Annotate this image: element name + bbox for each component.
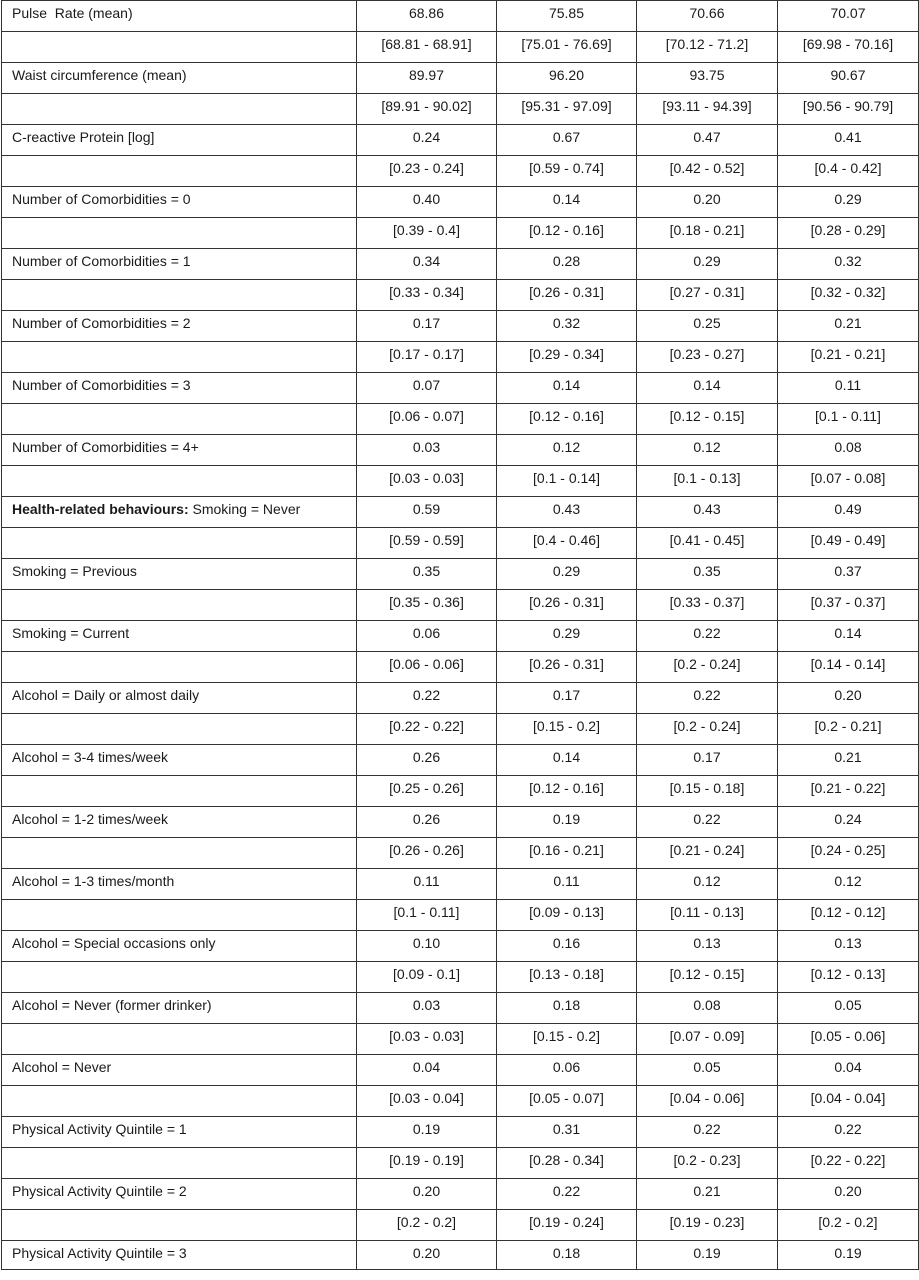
row-label-cell (2, 94, 357, 125)
row-label-cell (2, 1117, 357, 1148)
row-label-cell (2, 311, 357, 342)
value-cell-col-2: [0.15 - 0.2] (497, 1024, 637, 1055)
value-cell-col-2: 0.14 (497, 745, 637, 776)
value-cell-col-1: 89.97 (357, 63, 497, 94)
table-row (2, 869, 919, 900)
row-label-cell (2, 1024, 357, 1055)
value-cell-col-1: [0.33 - 0.34] (357, 280, 497, 311)
value-cell-col-1: 0.07 (357, 373, 497, 404)
row-label-cell (2, 342, 357, 373)
value-cell-col-4: 0.22 (778, 1117, 919, 1148)
row-label-cell (2, 683, 357, 714)
table-row (2, 187, 919, 218)
value-cell-col-2: [0.26 - 0.31] (497, 590, 637, 621)
value-cell-col-1: 0.26 (357, 745, 497, 776)
value-cell-col-2: 0.29 (497, 559, 637, 590)
table-row (2, 280, 919, 311)
value-cell-col-3: [0.27 - 0.31] (637, 280, 778, 311)
value-cell-col-4: [0.1 - 0.11] (778, 404, 919, 435)
row-label-cell (2, 218, 357, 249)
value-cell-col-1: [0.22 - 0.22] (357, 714, 497, 745)
value-cell-col-3: [0.12 - 0.15] (637, 962, 778, 993)
table-row (2, 652, 919, 683)
value-cell-col-3: 0.12 (637, 869, 778, 900)
value-cell-col-1: 0.19 (357, 1117, 497, 1148)
row-label-cell (2, 435, 357, 466)
value-cell-col-4: 0.21 (778, 311, 919, 342)
row-label-cell (2, 838, 357, 869)
table-row (2, 838, 919, 869)
value-cell-col-1: [0.17 - 0.17] (357, 342, 497, 373)
row-label-cell (2, 32, 357, 63)
row-label: Physical Activity Quintile = 1 (12, 1121, 187, 1137)
value-cell-col-3: 0.05 (637, 1055, 778, 1086)
row-label-cell (2, 869, 357, 900)
value-cell-col-4: 0.32 (778, 249, 919, 280)
value-cell-col-3: 0.13 (637, 931, 778, 962)
value-cell-col-4: 0.08 (778, 435, 919, 466)
value-cell-col-2: [0.1 - 0.14] (497, 466, 637, 497)
row-label-cell (2, 1086, 357, 1117)
value-cell-col-4: 0.04 (778, 1055, 919, 1086)
value-cell-col-2: 0.31 (497, 1117, 637, 1148)
row-label-cell (2, 249, 357, 280)
value-cell-col-4: [0.05 - 0.06] (778, 1024, 919, 1055)
value-cell-col-3: [0.41 - 0.45] (637, 528, 778, 559)
value-cell-col-2: 0.11 (497, 869, 637, 900)
value-cell-col-3: [0.2 - 0.24] (637, 652, 778, 683)
value-cell-col-2: 0.29 (497, 621, 637, 652)
value-cell-col-2: [0.4 - 0.46] (497, 528, 637, 559)
value-cell-col-3: 0.43 (637, 497, 778, 528)
table-row (2, 1, 919, 32)
row-label: Smoking = Previous (12, 563, 137, 579)
value-cell-col-2: 0.22 (497, 1179, 637, 1210)
table-row (2, 931, 919, 962)
value-cell-col-3: 0.19 (637, 1241, 778, 1270)
table-row (2, 559, 919, 590)
row-label-cell (2, 931, 357, 962)
data-table (1, 0, 919, 1270)
row-label-cell (2, 621, 357, 652)
row-label-cell (2, 652, 357, 683)
value-cell-col-4: 0.20 (778, 1179, 919, 1210)
value-cell-col-4: 0.19 (778, 1241, 919, 1270)
row-label-cell (2, 559, 357, 590)
value-cell-col-1: [0.2 - 0.2] (357, 1210, 497, 1241)
value-cell-col-1: 0.35 (357, 559, 497, 590)
value-cell-col-1: [0.59 - 0.59] (357, 528, 497, 559)
value-cell-col-3: 0.20 (637, 187, 778, 218)
row-label: Alcohol = Special occasions only (12, 935, 216, 951)
row-label: Alcohol = 1-2 times/week (12, 811, 169, 827)
value-cell-col-3: 0.22 (637, 1117, 778, 1148)
table-row (2, 466, 919, 497)
row-label-cell (2, 125, 357, 156)
row-label-cell (2, 1, 357, 32)
row-label: Physical Activity Quintile = 2 (12, 1183, 187, 1199)
value-cell-col-3: 0.12 (637, 435, 778, 466)
value-cell-col-2: [0.19 - 0.24] (497, 1210, 637, 1241)
value-cell-col-4: [0.04 - 0.04] (778, 1086, 919, 1117)
row-label: Alcohol = Daily or almost daily (12, 687, 200, 703)
value-cell-col-3: 0.47 (637, 125, 778, 156)
value-cell-col-1: [68.81 - 68.91] (357, 32, 497, 63)
value-cell-col-3: [0.21 - 0.24] (637, 838, 778, 869)
value-cell-col-1: 0.17 (357, 311, 497, 342)
value-cell-col-1: 0.10 (357, 931, 497, 962)
value-cell-col-3: 0.25 (637, 311, 778, 342)
value-cell-col-3: [0.23 - 0.27] (637, 342, 778, 373)
table-row (2, 714, 919, 745)
row-label-cell (2, 1055, 357, 1086)
value-cell-col-4: [0.2 - 0.2] (778, 1210, 919, 1241)
value-cell-col-1: [0.06 - 0.07] (357, 404, 497, 435)
value-cell-col-1: [0.09 - 0.1] (357, 962, 497, 993)
row-label-cell (2, 1210, 357, 1241)
row-label: Physical Activity Quintile = 3 (12, 1245, 187, 1261)
row-label-cell (2, 590, 357, 621)
value-cell-col-1: 0.04 (357, 1055, 497, 1086)
value-cell-col-4: [0.49 - 0.49] (778, 528, 919, 559)
row-label: Alcohol = Never (12, 1059, 112, 1075)
table-row (2, 404, 919, 435)
value-cell-col-2: 0.06 (497, 1055, 637, 1086)
row-label-cell (2, 714, 357, 745)
table-row (2, 807, 919, 838)
value-cell-col-1: 0.34 (357, 249, 497, 280)
table-row (2, 590, 919, 621)
value-cell-col-3: [0.12 - 0.15] (637, 404, 778, 435)
value-cell-col-3: [0.33 - 0.37] (637, 590, 778, 621)
value-cell-col-1: [0.25 - 0.26] (357, 776, 497, 807)
table-row (2, 373, 919, 404)
value-cell-col-3: 70.66 (637, 1, 778, 32)
value-cell-col-1: [0.03 - 0.04] (357, 1086, 497, 1117)
value-cell-col-3: 0.22 (637, 683, 778, 714)
row-label-cell (2, 776, 357, 807)
value-cell-col-2: 96.20 (497, 63, 637, 94)
value-cell-col-4: 0.24 (778, 807, 919, 838)
table-body (2, 1, 919, 1270)
value-cell-col-3: 0.35 (637, 559, 778, 590)
row-label: Smoking = Never (188, 501, 301, 517)
value-cell-col-4: 0.41 (778, 125, 919, 156)
value-cell-col-4: [0.21 - 0.21] (778, 342, 919, 373)
row-label-cell (2, 63, 357, 94)
value-cell-col-4: [69.98 - 70.16] (778, 32, 919, 63)
value-cell-col-4: [0.32 - 0.32] (778, 280, 919, 311)
value-cell-col-1: 0.03 (357, 993, 497, 1024)
table-row (2, 621, 919, 652)
table-row (2, 63, 919, 94)
table-row (2, 435, 919, 466)
row-label: Alcohol = 1-3 times/month (12, 873, 175, 889)
table-row (2, 156, 919, 187)
value-cell-col-3: 93.75 (637, 63, 778, 94)
value-cell-col-1: [0.06 - 0.06] (357, 652, 497, 683)
value-cell-col-3: [93.11 - 94.39] (637, 94, 778, 125)
value-cell-col-1: 0.26 (357, 807, 497, 838)
value-cell-col-4: 0.05 (778, 993, 919, 1024)
value-cell-col-4: 0.20 (778, 683, 919, 714)
value-cell-col-3: [0.07 - 0.09] (637, 1024, 778, 1055)
row-label: Number of Comorbidities = 3 (12, 377, 191, 393)
value-cell-col-2: 75.85 (497, 1, 637, 32)
value-cell-col-3: [0.19 - 0.23] (637, 1210, 778, 1241)
value-cell-col-4: 0.37 (778, 559, 919, 590)
table-row (2, 342, 919, 373)
value-cell-col-3: [0.04 - 0.06] (637, 1086, 778, 1117)
row-label: Number of Comorbidities = 1 (12, 253, 191, 269)
value-cell-col-1: 0.22 (357, 683, 497, 714)
value-cell-col-4: 0.21 (778, 745, 919, 776)
value-cell-col-4: 90.67 (778, 63, 919, 94)
value-cell-col-3: 0.29 (637, 249, 778, 280)
value-cell-col-2: [0.12 - 0.16] (497, 404, 637, 435)
value-cell-col-4: [0.22 - 0.22] (778, 1148, 919, 1179)
value-cell-col-1: [0.1 - 0.11] (357, 900, 497, 931)
value-cell-col-2: [0.16 - 0.21] (497, 838, 637, 869)
value-cell-col-3: [0.42 - 0.52] (637, 156, 778, 187)
table-row (2, 683, 919, 714)
table-row (2, 1024, 919, 1055)
row-label-cell (2, 497, 357, 528)
table-row (2, 745, 919, 776)
value-cell-col-4: [0.07 - 0.08] (778, 466, 919, 497)
row-label: Number of Comorbidities = 0 (12, 191, 191, 207)
value-cell-col-2: 0.43 (497, 497, 637, 528)
row-label: Smoking = Current (12, 625, 130, 641)
value-cell-col-2: [0.29 - 0.34] (497, 342, 637, 373)
row-label-cell (2, 1148, 357, 1179)
table-row (2, 1086, 919, 1117)
row-label-cell (2, 373, 357, 404)
value-cell-col-2: 0.18 (497, 993, 637, 1024)
value-cell-col-3: [0.1 - 0.13] (637, 466, 778, 497)
row-label: Alcohol = 3-4 times/week (12, 749, 169, 765)
value-cell-col-3: [70.12 - 71.2] (637, 32, 778, 63)
value-cell-col-1: 0.40 (357, 187, 497, 218)
section-heading: Health-related behaviours: (12, 501, 189, 517)
table-row (2, 1055, 919, 1086)
row-label: C-reactive Protein [log] (12, 129, 155, 145)
row-label-cell (2, 1241, 357, 1270)
value-cell-col-1: 0.20 (357, 1241, 497, 1270)
value-cell-col-2: [0.28 - 0.34] (497, 1148, 637, 1179)
value-cell-col-4: 0.12 (778, 869, 919, 900)
row-label: Alcohol = Never (former drinker) (12, 997, 212, 1013)
table-row (2, 125, 919, 156)
value-cell-col-4: [0.37 - 0.37] (778, 590, 919, 621)
value-cell-col-3: 0.21 (637, 1179, 778, 1210)
value-cell-col-1: 0.11 (357, 869, 497, 900)
value-cell-col-2: [0.26 - 0.31] (497, 280, 637, 311)
row-label-cell (2, 404, 357, 435)
value-cell-col-2: [75.01 - 76.69] (497, 32, 637, 63)
value-cell-col-1: [0.03 - 0.03] (357, 1024, 497, 1055)
table-row (2, 528, 919, 559)
value-cell-col-2: [0.59 - 0.74] (497, 156, 637, 187)
value-cell-col-4: [0.12 - 0.13] (778, 962, 919, 993)
table-row (2, 249, 919, 280)
value-cell-col-4: [0.21 - 0.22] (778, 776, 919, 807)
value-cell-col-2: 0.32 (497, 311, 637, 342)
value-cell-col-1: 68.86 (357, 1, 497, 32)
value-cell-col-2: 0.17 (497, 683, 637, 714)
table-row (2, 900, 919, 931)
table-row (2, 1117, 919, 1148)
row-label: Waist circumference (mean) (12, 67, 187, 83)
row-label-cell (2, 280, 357, 311)
table-row (2, 32, 919, 63)
value-cell-col-1: 0.20 (357, 1179, 497, 1210)
value-cell-col-4: 0.49 (778, 497, 919, 528)
row-label: Number of Comorbidities = 4+ (12, 439, 199, 455)
value-cell-col-2: 0.19 (497, 807, 637, 838)
value-cell-col-2: 0.14 (497, 187, 637, 218)
value-cell-col-1: [0.39 - 0.4] (357, 218, 497, 249)
row-label-cell (2, 900, 357, 931)
value-cell-col-2: 0.14 (497, 373, 637, 404)
table-row (2, 311, 919, 342)
table-row (2, 218, 919, 249)
value-cell-col-4: 0.13 (778, 931, 919, 962)
value-cell-col-4: 70.07 (778, 1, 919, 32)
value-cell-col-2: 0.12 (497, 435, 637, 466)
value-cell-col-1: 0.03 (357, 435, 497, 466)
row-label-cell (2, 156, 357, 187)
table-row (2, 1148, 919, 1179)
table-row (2, 962, 919, 993)
value-cell-col-2: [0.12 - 0.16] (497, 218, 637, 249)
value-cell-col-4: [0.24 - 0.25] (778, 838, 919, 869)
value-cell-col-3: 0.08 (637, 993, 778, 1024)
value-cell-col-1: [0.23 - 0.24] (357, 156, 497, 187)
value-cell-col-4: [0.12 - 0.12] (778, 900, 919, 931)
value-cell-col-1: [0.19 - 0.19] (357, 1148, 497, 1179)
value-cell-col-4: [0.4 - 0.42] (778, 156, 919, 187)
value-cell-col-1: 0.24 (357, 125, 497, 156)
row-label-cell (2, 466, 357, 497)
table-row (2, 94, 919, 125)
value-cell-col-1: 0.06 (357, 621, 497, 652)
value-cell-col-1: 0.59 (357, 497, 497, 528)
value-cell-col-2: [0.13 - 0.18] (497, 962, 637, 993)
row-label-cell (2, 745, 357, 776)
value-cell-col-3: [0.2 - 0.23] (637, 1148, 778, 1179)
value-cell-col-2: [0.15 - 0.2] (497, 714, 637, 745)
table-row (2, 1179, 919, 1210)
value-cell-col-2: 0.67 (497, 125, 637, 156)
value-cell-col-4: 0.14 (778, 621, 919, 652)
value-cell-col-4: [0.14 - 0.14] (778, 652, 919, 683)
value-cell-col-1: [89.91 - 90.02] (357, 94, 497, 125)
value-cell-col-2: 0.18 (497, 1241, 637, 1270)
value-cell-col-1: [0.35 - 0.36] (357, 590, 497, 621)
value-cell-col-2: [0.09 - 0.13] (497, 900, 637, 931)
table-row (2, 1241, 919, 1270)
value-cell-col-4: 0.11 (778, 373, 919, 404)
value-cell-col-2: [0.26 - 0.31] (497, 652, 637, 683)
row-label-cell (2, 993, 357, 1024)
row-label-cell (2, 1179, 357, 1210)
row-label-cell (2, 962, 357, 993)
value-cell-col-4: [0.28 - 0.29] (778, 218, 919, 249)
value-cell-col-2: [0.05 - 0.07] (497, 1086, 637, 1117)
table-row (2, 993, 919, 1024)
value-cell-col-3: [0.18 - 0.21] (637, 218, 778, 249)
value-cell-col-3: [0.2 - 0.24] (637, 714, 778, 745)
value-cell-col-1: [0.26 - 0.26] (357, 838, 497, 869)
value-cell-col-3: 0.14 (637, 373, 778, 404)
value-cell-col-4: 0.29 (778, 187, 919, 218)
value-cell-col-3: 0.22 (637, 621, 778, 652)
table-row (2, 776, 919, 807)
table-row (2, 497, 919, 528)
row-label: Number of Comorbidities = 2 (12, 315, 191, 331)
value-cell-col-2: [95.31 - 97.09] (497, 94, 637, 125)
table-row (2, 1210, 919, 1241)
value-cell-col-1: [0.03 - 0.03] (357, 466, 497, 497)
value-cell-col-2: [0.12 - 0.16] (497, 776, 637, 807)
row-label-cell (2, 528, 357, 559)
row-label-cell (2, 807, 357, 838)
value-cell-col-2: 0.16 (497, 931, 637, 962)
value-cell-col-4: [0.2 - 0.21] (778, 714, 919, 745)
value-cell-col-3: 0.22 (637, 807, 778, 838)
value-cell-col-3: [0.11 - 0.13] (637, 900, 778, 931)
value-cell-col-4: [90.56 - 90.79] (778, 94, 919, 125)
row-label-cell (2, 187, 357, 218)
value-cell-col-3: 0.17 (637, 745, 778, 776)
row-label: Pulse Rate (mean) (12, 5, 133, 21)
value-cell-col-2: 0.28 (497, 249, 637, 280)
value-cell-col-3: [0.15 - 0.18] (637, 776, 778, 807)
